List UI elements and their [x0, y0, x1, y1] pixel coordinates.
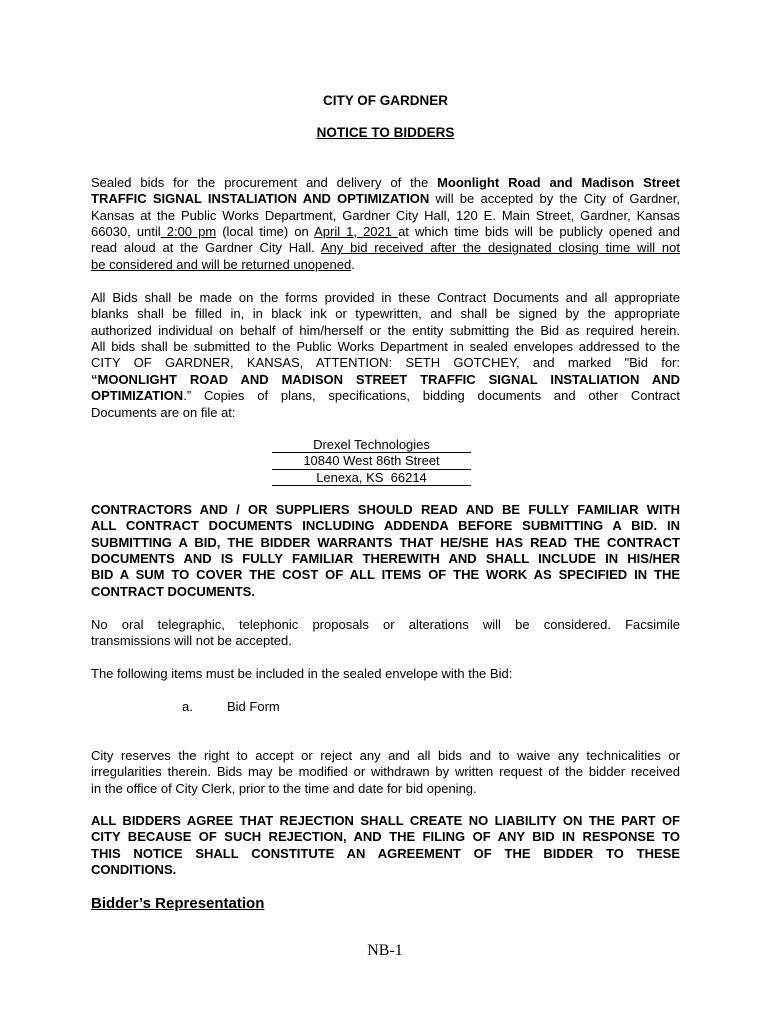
- text-run: CONDITIONS.: [91, 862, 177, 878]
- items-intro: The following items must be included in the sealed envelope with the Bid:: [91, 665, 513, 681]
- underlined-text: April 1, 2021: [314, 223, 399, 239]
- text-line: [91, 862, 680, 878]
- text-line: [91, 240, 680, 256]
- text-run: (local time) on: [216, 223, 315, 239]
- text-run: City reserves the right to accept or reject any and all bids and to waive any technicalities or: [91, 747, 680, 763]
- section-heading: Bidder’s Representation: [91, 895, 265, 913]
- text-run: Sealed bids for the procurement and delivery of the: [91, 174, 438, 190]
- notice-title-text: NOTICE TO BIDDERS: [316, 124, 455, 140]
- text-run: will be accepted by the City of Gardner,: [429, 191, 680, 207]
- underlined-text: 2:00 pm: [160, 223, 217, 239]
- text-line: [91, 748, 680, 764]
- address-street: 10840 West 86th Street: [272, 453, 471, 469]
- text-run: ALL BIDDERS AGREE THAT REJECTION SHALL CREATE NO LIABILITY ON THE PART OF: [91, 812, 680, 828]
- text-run: All Bids shall be made on the forms provided in these Contract Documents and all appropriate: [91, 289, 680, 305]
- warranty-paragraph: [91, 502, 680, 600]
- text-line: [91, 829, 680, 845]
- bold-text: Moonlight Road and Madison Street: [437, 174, 680, 190]
- address-city: Lenexa, KS 66214: [272, 470, 471, 486]
- city-name: CITY OF GARDNER: [322, 92, 448, 108]
- text-run: DOCUMENTS AND IS FULLY FAMILIAR THEREWITH AND SHALL INCLUDE IN HIS/HER: [91, 551, 680, 567]
- text-line: [91, 781, 680, 797]
- text-run: THIS NOTICE SHALL CONSTITUTE AN AGREEMENT OF THE BIDDER TO THESE: [91, 845, 680, 861]
- list-item-label: Bid Form: [227, 698, 280, 714]
- text-line: [91, 535, 680, 551]
- text-line: [91, 208, 680, 224]
- text-line: [91, 175, 680, 191]
- text-line: [91, 224, 680, 240]
- submission-paragraph: [91, 290, 680, 421]
- text-line: [91, 584, 680, 600]
- text-line: [91, 846, 680, 862]
- list-item-marker: a.: [182, 698, 193, 714]
- text-line: [91, 306, 680, 322]
- text-run: transmissions will not be accepted.: [91, 633, 292, 649]
- document-body: [91, 93, 680, 913]
- bold-text: OPTIMIZATION: [91, 388, 184, 404]
- text-run: ALL CONTRACT DOCUMENTS INCLUDING ADDENDA BEFORE SUBMITTING A BID. IN: [91, 518, 680, 534]
- intro-paragraph: [91, 175, 680, 273]
- text-run: Documents are on file at:: [91, 404, 236, 420]
- text-run: read aloud at the Gardner City Hall.: [91, 240, 321, 256]
- bold-text: TRAFFIC SIGNAL INSTALIATION AND OPTIMIZATION: [91, 191, 430, 207]
- text-run: authorized individual on behalf of him/herself or the entity submitting the Bid as required herein.: [91, 322, 680, 338]
- required-items-list: [91, 699, 680, 715]
- underlined-text: Any bid received after the designated closing time will not: [320, 240, 681, 256]
- list-item: [91, 699, 680, 715]
- text-run: at which time bids will be publicly opened and: [398, 223, 680, 239]
- text-line: [91, 191, 680, 207]
- text-line: [91, 502, 680, 518]
- text-run: .: [351, 256, 355, 272]
- text-line: [91, 372, 680, 388]
- text-line: [91, 633, 680, 649]
- text-run: Kansas at the Public Works Department, Gardner City Hall, 120 E. Main Street, Gardner, Kansas: [91, 207, 680, 223]
- text-line: [91, 257, 680, 273]
- reservation-paragraph: [91, 748, 680, 797]
- text-run: irregularities therein. Bids may be modified or withdrawn by written request of the bidder received: [91, 764, 680, 780]
- text-run: SUBMITTING A BID, THE BIDDER WARRANTS THAT HE/SHE HAS READ THE CONTRACT: [91, 534, 680, 550]
- text-run: CONTRACT DOCUMENTS.: [91, 583, 255, 599]
- city-heading: [91, 93, 680, 109]
- address-company: Drexel Technologies: [272, 437, 471, 453]
- text-run: CONTRACTORS AND / OR SUPPLIERS SHOULD READ AND BE FULLY FAMILIAR WITH: [91, 501, 680, 517]
- underlined-text: be considered and will be returned unopened: [91, 256, 352, 272]
- text-line: [91, 764, 680, 780]
- text-run: in the office of City Clerk, prior to the time and date for bid opening.: [91, 780, 477, 796]
- text-line: [91, 339, 680, 355]
- text-line: [91, 551, 680, 567]
- text-line: [91, 813, 680, 829]
- text-line: [91, 518, 680, 534]
- text-run: CITY BECAUSE OF SUCH REJECTION, AND THE FILING OF ANY BID IN RESPONSE TO: [91, 829, 680, 845]
- text-run: BID A SUM TO COVER THE COST OF ALL ITEMS OF THE WORK AS SPECIFIED IN THE: [91, 567, 680, 583]
- text-run: CITY OF GARDNER, KANSAS, ATTENTION: SETH GOTCHEY, and marked "Bid for:: [91, 355, 680, 371]
- text-run: .” Copies of plans, specifications, bidding documents and other Contract: [183, 388, 680, 404]
- text-run: No oral telegraphic, telephonic proposals or alterations will be considered. Facsimile: [91, 616, 680, 632]
- text-line: [91, 567, 680, 583]
- page-number: NB-1: [367, 942, 403, 959]
- text-run: All bids shall be submitted to the Public Works Department in sealed envelopes addressed to the: [91, 339, 680, 355]
- text-line: [91, 355, 680, 371]
- text-line: [91, 388, 680, 404]
- text-line: [91, 323, 680, 339]
- agreement-paragraph: [91, 813, 680, 879]
- oral-proposals-paragraph: [91, 617, 680, 650]
- text-line: [91, 617, 680, 633]
- document-location-address: [272, 437, 471, 486]
- text-line: [91, 290, 680, 306]
- notice-title: [91, 125, 680, 141]
- bold-text: “MOONLIGHT ROAD AND MADISON STREET TRAFFIC SIGNAL INSTALIATION AND: [91, 371, 680, 387]
- text-run: 66030, until: [91, 223, 161, 239]
- text-line: [91, 405, 680, 421]
- text-run: blanks shall be filled in, in black ink or typewritten, and shall be signed by the appropriate: [91, 306, 680, 322]
